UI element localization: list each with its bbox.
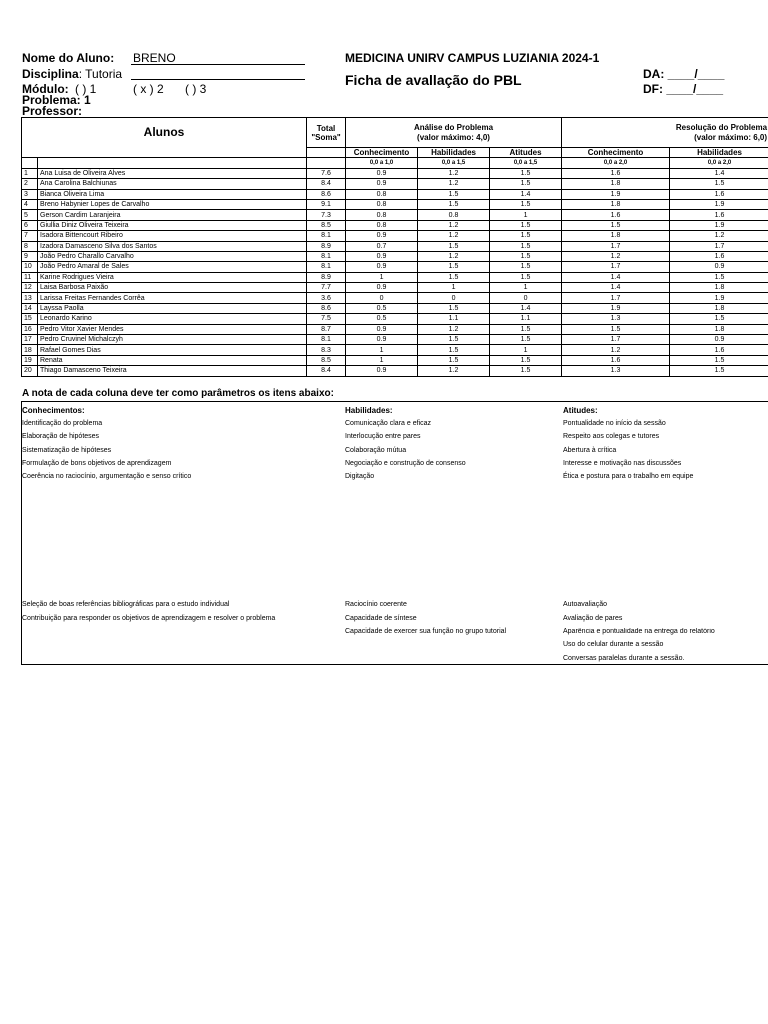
criteria-item: Interesse e motivação nas discussões	[563, 460, 682, 467]
student-name[interactable]: Isadora Bittencourt Ribeiro	[38, 231, 307, 241]
modulo-option-2[interactable]: ( x ) 2	[133, 82, 164, 96]
score-cell[interactable]: 1.6	[670, 189, 768, 199]
score-cell[interactable]: 1.9	[670, 293, 768, 303]
score-cell[interactable]: 1.5	[418, 303, 490, 313]
score-cell[interactable]: 1.5	[490, 262, 562, 272]
score-cell[interactable]: 0.9	[346, 231, 418, 241]
score-cell[interactable]: 1.7	[562, 293, 670, 303]
score-cell[interactable]: 1.5	[490, 272, 562, 282]
row-number[interactable]: 5	[22, 210, 38, 220]
table-row	[22, 220, 768, 230]
disciplina-row	[22, 67, 122, 81]
score-cell[interactable]: 1.5	[490, 241, 562, 251]
range-1: 0,0 a 1,0	[346, 158, 418, 168]
problema-label: Problema: 1	[22, 93, 91, 107]
student-name[interactable]: Renata	[38, 355, 307, 365]
row-number[interactable]: 9	[22, 251, 38, 261]
total-score[interactable]: 8.5	[307, 220, 346, 230]
score-cell[interactable]: 0.5	[346, 314, 418, 324]
total-score[interactable]: 7.3	[307, 210, 346, 220]
score-cell[interactable]: 1.5	[670, 355, 768, 365]
criteria-item: Ética e postura para o trabalho em equipe	[563, 473, 694, 480]
score-cell[interactable]: 1.1	[490, 314, 562, 324]
range-spacer-total	[307, 158, 346, 168]
score-cell[interactable]: 1.5	[490, 231, 562, 241]
student-name[interactable]: Laisa Barbosa Paixão	[38, 283, 307, 293]
criteria-item: Negociação e construção de consenso	[345, 460, 466, 467]
modulo-label: Módulo:	[22, 82, 69, 96]
col-header-4: Conhecimento	[562, 148, 670, 158]
total-score[interactable]: 8.6	[307, 303, 346, 313]
score-cell[interactable]: 1.8	[670, 283, 768, 293]
score-cell[interactable]: 1.2	[418, 324, 490, 334]
row-number[interactable]: 11	[22, 272, 38, 282]
score-cell[interactable]: 0.7	[346, 241, 418, 251]
row-number[interactable]: 2	[22, 179, 38, 189]
total-header: Total "Soma"	[307, 118, 346, 148]
student-name[interactable]: Giullia Diniz Oliveira Teixeira	[38, 220, 307, 230]
criteria-item: Coerência no raciocínio, argumentação e senso crítico	[22, 473, 192, 480]
row-number[interactable]: 12	[22, 283, 38, 293]
habilidades-heading: Habilidades:	[345, 406, 393, 415]
total-score[interactable]: 8.1	[307, 335, 346, 345]
score-cell[interactable]: 1.2	[562, 251, 670, 261]
student-name[interactable]: Layssa Paolla	[38, 303, 307, 313]
student-name[interactable]: Larissa Freitas Fernandes Corrêa	[38, 293, 307, 303]
criteria-item: Comunicação clara e eficaz	[345, 420, 431, 427]
score-cell[interactable]: 1.5	[490, 199, 562, 209]
criteria-item: Respeito aos colegas e tutores	[563, 433, 660, 440]
student-name[interactable]: Thiago Damasceno Teixeira	[38, 366, 307, 376]
score-cell[interactable]: 1.7	[562, 262, 670, 272]
score-cell[interactable]: 1.5	[490, 335, 562, 345]
total-score[interactable]: 7.7	[307, 283, 346, 293]
score-cell[interactable]: 0.9	[346, 262, 418, 272]
form-title: Ficha de avallação do PBL	[345, 72, 522, 88]
criteria-item: Aparência e pontualidade na entrega do relatório	[563, 628, 715, 635]
table-row	[22, 303, 768, 313]
score-cell[interactable]: 1.4	[562, 272, 670, 282]
score-cell[interactable]: 1.5	[490, 251, 562, 261]
conhecimentos-heading: Conhecimentos:	[22, 406, 85, 415]
score-cell[interactable]: 1.6	[562, 355, 670, 365]
df-field[interactable]: DF: ____/____	[643, 82, 724, 96]
score-cell[interactable]: 1.5	[418, 272, 490, 282]
criteria-item: Avaliação de pares	[563, 615, 623, 622]
col-header-1: Conhecimento	[346, 148, 418, 158]
table-row	[22, 335, 768, 345]
row-number[interactable]: 4	[22, 199, 38, 209]
nome-value: BRENO	[133, 51, 176, 65]
score-cell[interactable]: 0.8	[346, 189, 418, 199]
total-score[interactable]: 8.3	[307, 345, 346, 355]
score-cell[interactable]: 1	[346, 355, 418, 365]
total-score[interactable]: 9.1	[307, 199, 346, 209]
score-cell[interactable]: 0.9	[346, 335, 418, 345]
score-cell[interactable]: 1.5	[418, 189, 490, 199]
criteria-item: Pontualidade no início da sessão	[563, 420, 666, 427]
score-cell[interactable]: 1.9	[670, 220, 768, 230]
range-3: 0,0 a 1,5	[490, 158, 562, 168]
table-row	[22, 324, 768, 334]
professor-label: Professor:	[22, 104, 83, 118]
criteria-item: Colaboração mútua	[345, 447, 407, 454]
criteria-title: A nota de cada coluna deve ter como parâmetros os itens abaixo:	[22, 388, 334, 399]
criteria-item: Conversas paralelas durante a sessão.	[563, 655, 685, 662]
score-cell[interactable]: 1.3	[562, 366, 670, 376]
total-score[interactable]: 8.1	[307, 231, 346, 241]
da-field[interactable]: DA: ____/____	[643, 67, 725, 81]
score-cell[interactable]: 1.7	[562, 335, 670, 345]
nome-label: Nome do Aluno:	[22, 51, 115, 65]
score-cell[interactable]: 1.2	[418, 366, 490, 376]
score-cell[interactable]: 0.9	[346, 283, 418, 293]
score-cell[interactable]: 1	[346, 345, 418, 355]
score-cell[interactable]: 1.5	[418, 262, 490, 272]
row-number[interactable]: 16	[22, 324, 38, 334]
criteria-item: Autoavaliação	[563, 601, 607, 608]
criteria-item: Sistematização de hipóteses	[22, 447, 112, 454]
score-cell[interactable]: 1.4	[490, 189, 562, 199]
criteria-item: Raciocínio coerente	[345, 601, 407, 608]
row-number[interactable]: 18	[22, 345, 38, 355]
score-cell[interactable]: 0.9	[346, 179, 418, 189]
score-cell[interactable]: 0.9	[346, 168, 418, 178]
total-score[interactable]: 8.1	[307, 251, 346, 261]
student-name[interactable]: Pedro Cruvinel Michalczyh	[38, 335, 307, 345]
score-cell[interactable]: 1	[490, 210, 562, 220]
score-cell[interactable]: 0	[346, 293, 418, 303]
range-5: 0,0 a 2,0	[670, 158, 768, 168]
table-row	[22, 262, 768, 272]
criteria-item: Contribuição para responder os objetivos de aprendizagem e resolver o problema	[22, 615, 276, 622]
score-cell[interactable]: 1.4	[562, 283, 670, 293]
range-spacer-name	[38, 158, 307, 168]
score-cell[interactable]: 1.5	[490, 355, 562, 365]
analise-subtitle: (valor máximo: 4,0)	[417, 132, 490, 142]
row-number[interactable]: 7	[22, 231, 38, 241]
score-cell[interactable]: 0.8	[346, 210, 418, 220]
table-row	[22, 293, 768, 303]
score-cell[interactable]: 1.5	[418, 241, 490, 251]
student-name[interactable]: João Pedro Charallo Carvalho	[38, 251, 307, 261]
score-cell[interactable]: 0	[490, 293, 562, 303]
student-name[interactable]: Leonardo Karino	[38, 314, 307, 324]
row-number[interactable]: 14	[22, 303, 38, 313]
criteria-item: Identificação do problema	[22, 420, 103, 427]
criteria-item: Capacidade de síntese	[345, 615, 417, 622]
row-number[interactable]: 19	[22, 355, 38, 365]
student-name[interactable]: Rafael Gomes Dias	[38, 345, 307, 355]
score-cell[interactable]: 1.4	[490, 303, 562, 313]
student-name[interactable]: Ana Carolina Balchiunas	[38, 179, 307, 189]
score-cell[interactable]: 1.5	[418, 345, 490, 355]
score-cell[interactable]: 1.3	[562, 314, 670, 324]
nome-underline	[131, 64, 305, 65]
alunos-header: Alunos	[22, 118, 307, 148]
score-cell[interactable]: 1.5	[490, 168, 562, 178]
student-name[interactable]: Bianca Oliveira Lima	[38, 189, 307, 199]
score-cell[interactable]: 1.6	[562, 168, 670, 178]
score-cell[interactable]: 1.5	[490, 366, 562, 376]
atitudes-heading: Atitudes:	[563, 406, 598, 415]
criteria-item: Digitação	[345, 473, 375, 480]
table-row	[22, 199, 768, 209]
score-cell[interactable]: 1.2	[418, 168, 490, 178]
row-number[interactable]: 1	[22, 168, 38, 178]
resolucao-title: Resolução do Problema	[675, 122, 768, 132]
score-cell[interactable]: 1	[418, 283, 490, 293]
score-cell[interactable]: 0.5	[346, 303, 418, 313]
student-name[interactable]: Izadora Damasceno Silva dos Santos	[38, 241, 307, 251]
score-cell[interactable]: 1.5	[490, 179, 562, 189]
score-cell[interactable]: 0.8	[346, 199, 418, 209]
criteria-item: Interlocução entre pares	[345, 433, 421, 440]
disciplina-underline	[131, 79, 305, 80]
score-cell[interactable]: 1.8	[670, 303, 768, 313]
criteria-item: Elaboração de hipóteses	[22, 433, 100, 440]
score-cell[interactable]: 1.2	[418, 251, 490, 261]
row-number[interactable]: 10	[22, 262, 38, 272]
score-cell[interactable]: 1	[490, 345, 562, 355]
score-cell[interactable]: 1.6	[670, 345, 768, 355]
criteria-box	[21, 401, 768, 665]
analise-header	[346, 118, 562, 148]
score-cell[interactable]: 1.1	[418, 314, 490, 324]
score-cell[interactable]: 1.5	[490, 220, 562, 230]
total-score[interactable]: 8.9	[307, 241, 346, 251]
row-number[interactable]: 8	[22, 241, 38, 251]
score-cell[interactable]: 1.6	[562, 210, 670, 220]
modulo-option-3[interactable]: ( ) 3	[185, 82, 207, 96]
score-cell[interactable]: 1.8	[670, 324, 768, 334]
score-cell[interactable]: 1.5	[418, 335, 490, 345]
student-name[interactable]: Pedro Vitor Xavier Mendes	[38, 324, 307, 334]
total-score[interactable]: 7.6	[307, 168, 346, 178]
score-cell[interactable]: 1.5	[670, 179, 768, 189]
student-name[interactable]: Gerson Cardim Laranjeira	[38, 210, 307, 220]
score-cell[interactable]: 1.5	[670, 366, 768, 376]
row-number[interactable]: 3	[22, 189, 38, 199]
score-cell[interactable]: 1.5	[670, 314, 768, 324]
score-cell[interactable]: 1.5	[490, 324, 562, 334]
total-score[interactable]: 8.7	[307, 324, 346, 334]
criteria-item: Formulação de bons objetivos de aprendizagem	[22, 460, 172, 467]
col-header-3: Atitudes	[490, 148, 562, 158]
grades-table	[21, 117, 768, 377]
score-cell[interactable]: 0.8	[418, 210, 490, 220]
score-cell[interactable]: 1.9	[670, 199, 768, 209]
modulo-option-1[interactable]: ( ) 1	[75, 82, 97, 96]
total-score[interactable]: 8.5	[307, 355, 346, 365]
score-cell[interactable]: 1.4	[670, 168, 768, 178]
total-score[interactable]: 8.4	[307, 366, 346, 376]
score-cell[interactable]: 1.8	[562, 231, 670, 241]
score-cell[interactable]: 0.9	[346, 324, 418, 334]
student-name[interactable]: Ana Luisa de Oliveira Alves	[38, 168, 307, 178]
score-cell[interactable]: 0.9	[346, 251, 418, 261]
table-row	[22, 314, 768, 324]
score-cell[interactable]: 1.5	[670, 272, 768, 282]
range-4: 0,0 a 2,0	[562, 158, 670, 168]
table-row	[22, 210, 768, 220]
col-header-2: Habilidades	[418, 148, 490, 158]
score-cell[interactable]: 0.8	[346, 220, 418, 230]
score-cell[interactable]: 1.5	[418, 355, 490, 365]
score-cell[interactable]: 1.2	[670, 231, 768, 241]
alunos-header-spacer	[22, 148, 307, 158]
score-cell[interactable]: 0.9	[670, 335, 768, 345]
score-cell[interactable]: 1	[346, 272, 418, 282]
student-name[interactable]: Karine Rodrigues Vieira	[38, 272, 307, 282]
range-spacer-idx	[22, 158, 38, 168]
table-row	[22, 355, 768, 365]
score-cell[interactable]: 0.9	[670, 262, 768, 272]
institution-title: MEDICINA UNIRV CAMPUS LUZIANIA 2024-1	[345, 51, 600, 65]
score-cell[interactable]: 0.9	[346, 366, 418, 376]
score-cell[interactable]: 1.2	[418, 220, 490, 230]
resolucao-header	[562, 118, 768, 148]
score-cell[interactable]: 1.5	[562, 324, 670, 334]
row-number[interactable]: 6	[22, 220, 38, 230]
score-cell[interactable]: 1.5	[562, 220, 670, 230]
score-cell[interactable]: 1.8	[562, 179, 670, 189]
score-cell[interactable]: 1.8	[562, 199, 670, 209]
total-score[interactable]: 8.1	[307, 262, 346, 272]
table-row	[22, 283, 768, 293]
student-name[interactable]: João Pedro Amaral de Sales	[38, 262, 307, 272]
total-score[interactable]: 7.5	[307, 314, 346, 324]
total-score[interactable]: 8.4	[307, 179, 346, 189]
row-number[interactable]: 20	[22, 366, 38, 376]
row-number[interactable]: 13	[22, 293, 38, 303]
score-cell[interactable]: 0	[418, 293, 490, 303]
disciplina-value: : Tutoria	[78, 67, 123, 81]
score-cell[interactable]: 1	[490, 283, 562, 293]
criteria-item: Uso do celular durante a sessão	[563, 641, 664, 648]
score-cell[interactable]: 1.2	[562, 345, 670, 355]
table-row	[22, 241, 768, 251]
row-number[interactable]: 17	[22, 335, 38, 345]
total-score[interactable]: 8.6	[307, 189, 346, 199]
student-name[interactable]: Breno Habynier Lopes de Carvalho	[38, 199, 307, 209]
table-row	[22, 251, 768, 261]
criteria-item: Seleção de boas referências bibliográficas para o estudo individual	[22, 601, 230, 608]
score-cell[interactable]: 1.2	[418, 179, 490, 189]
row-number[interactable]: 15	[22, 314, 38, 324]
score-cell[interactable]: 1.2	[418, 231, 490, 241]
table-row	[22, 272, 768, 282]
disciplina-label: Disciplina	[22, 67, 79, 81]
total-spacer	[307, 148, 346, 158]
score-cell[interactable]: 1.7	[562, 241, 670, 251]
score-cell[interactable]: 1.9	[562, 189, 670, 199]
table-row	[22, 231, 768, 241]
table-row	[22, 189, 768, 199]
resolucao-subtitle: (valor máximo: 6,0)	[694, 132, 768, 142]
score-cell[interactable]: 1.6	[670, 251, 768, 261]
table-row	[22, 168, 768, 178]
score-cell[interactable]: 1.6	[670, 210, 768, 220]
col-header-5: Habilidades	[670, 148, 768, 158]
table-row	[22, 366, 768, 376]
score-cell[interactable]: 1.9	[562, 303, 670, 313]
criteria-item: Capacidade de exercer sua função no grupo tutorial	[345, 628, 507, 635]
score-cell[interactable]: 1.5	[418, 199, 490, 209]
total-score[interactable]: 8.9	[307, 272, 346, 282]
total-score[interactable]: 3.6	[307, 293, 346, 303]
table-row	[22, 345, 768, 355]
table-row	[22, 179, 768, 189]
score-cell[interactable]: 1.7	[670, 241, 768, 251]
analise-title: Análise do Problema	[413, 122, 494, 132]
criteria-item: Abertura à crítica	[563, 447, 617, 454]
range-2: 0,0 a 1,5	[418, 158, 490, 168]
